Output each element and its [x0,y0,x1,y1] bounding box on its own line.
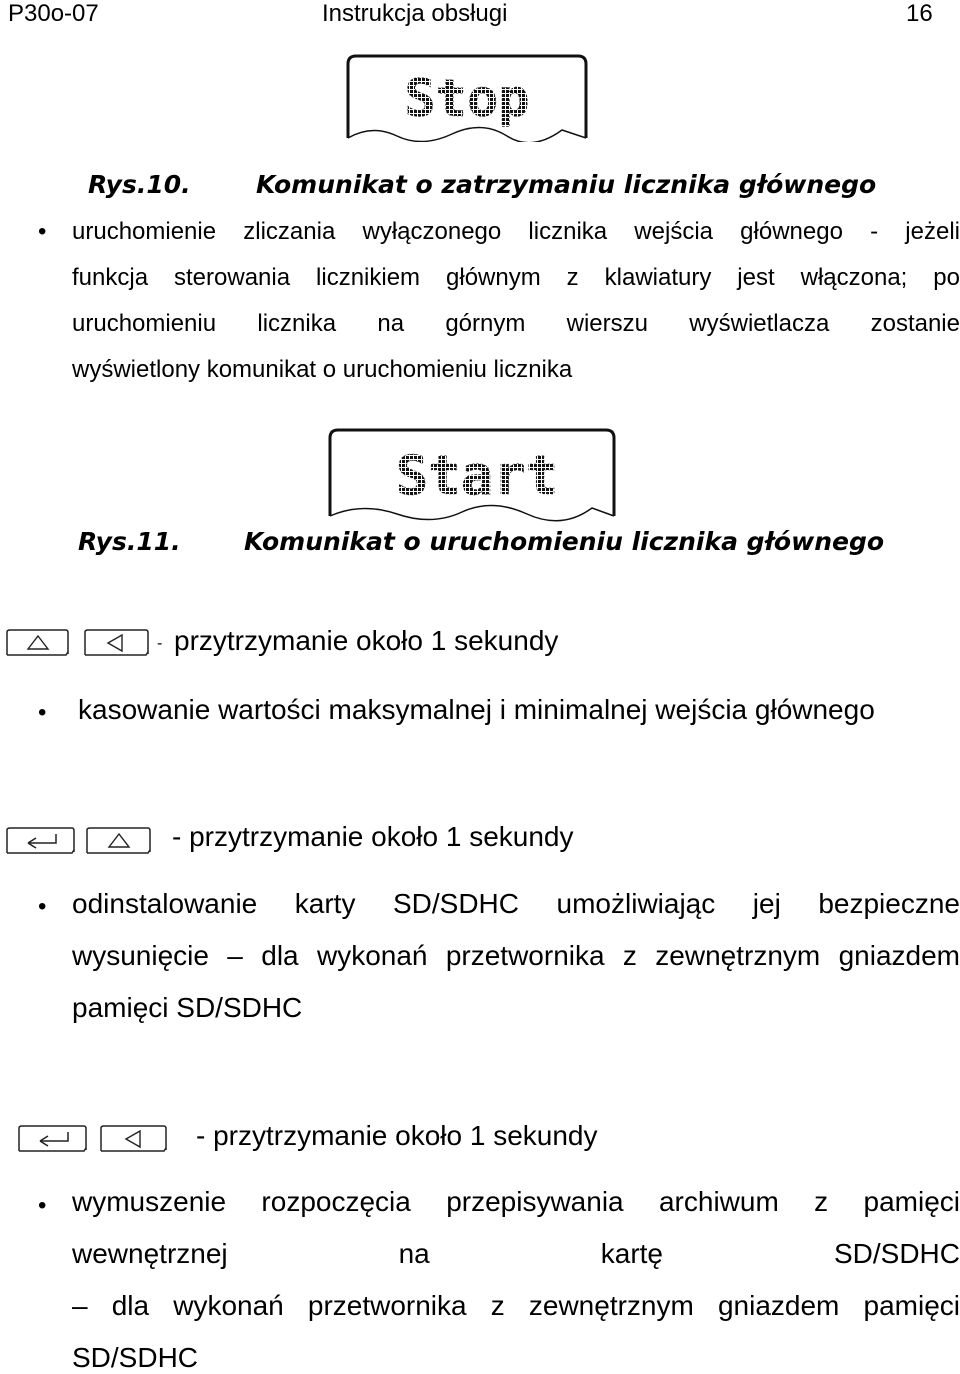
enter-key-icon [4,826,76,856]
left-arrow-key-icon [82,628,150,658]
bullet-3: • [38,893,47,920]
key-combo3-line-2: wewnętrznej na kartę SD/SDHC [72,1238,960,1269]
caption-num-10: Rys.10. [88,170,191,199]
key-combo2-line-1: odinstalowanie karty SD/SDHC umożliwiając jej bezpieczne [72,888,960,919]
section1-line-4: wyświetlony komunikat o uruchomieniu licznika [72,356,573,383]
key-combo1-description: przytrzymanie około 1 sekundy [174,625,559,656]
key-combo2-line-2: wysunięcie – dla wykonań przetwornika z zewnętrznym gniazdem [72,940,960,971]
lcd-text-start: Start [395,444,559,507]
left-arrow-key-icon [98,1124,168,1154]
key-combo2-description: - przytrzymanie około 1 sekundy [172,821,574,852]
section1-line-2: funkcja sterowania licznikiem głównym z klawiatury jest włączona; po [72,264,960,291]
key-combo3-line-3: – dla wykonań przetwornika z zewnętrznym gniazdem pamięci [72,1290,960,1321]
key-combo2-line-3: pamięci SD/SDHC [72,992,303,1023]
doc-title: Instrukcja obsługi [322,0,508,27]
section1-line-3: uruchomieniu licznika na górnym wierszu wyświetlacza zostanie [72,310,960,337]
key-combo3-line-4: SD/SDHC [72,1342,199,1373]
section1-line-1: uruchomienie zliczania wyłączonego licznika wejścia głównego - jeżeli [72,218,960,245]
bullet-4: • [38,1192,47,1219]
key-combo1-bullet: kasowanie wartości maksymalnej i minimalnej wejścia głównego [78,694,875,725]
lcd-display-stop [342,50,592,142]
key-combo3-description: - przytrzymanie około 1 sekundy [196,1120,598,1151]
doc-code: P30o-07 [8,0,99,27]
caption-text-11: Komunikat o uruchomieniu licznika głównego [244,527,885,556]
bullet-1: • [38,218,47,245]
caption-text-10: Komunikat o zatrzymaniu licznika głównego [256,170,877,199]
key-combo1-dash: - [157,635,163,652]
bullet-2: • [38,699,47,726]
up-arrow-key-icon [4,628,70,658]
enter-key-icon [16,1124,88,1154]
lcd-display-start [322,424,622,524]
page-number: 16 [906,0,933,27]
caption-num-11: Rys.11. [78,527,181,556]
up-arrow-key-icon [84,826,152,856]
lcd-text-stop: Stop [404,69,530,129]
key-combo3-line-1: wymuszenie rozpoczęcia przepisywania archiwum z pamięci [72,1186,960,1217]
